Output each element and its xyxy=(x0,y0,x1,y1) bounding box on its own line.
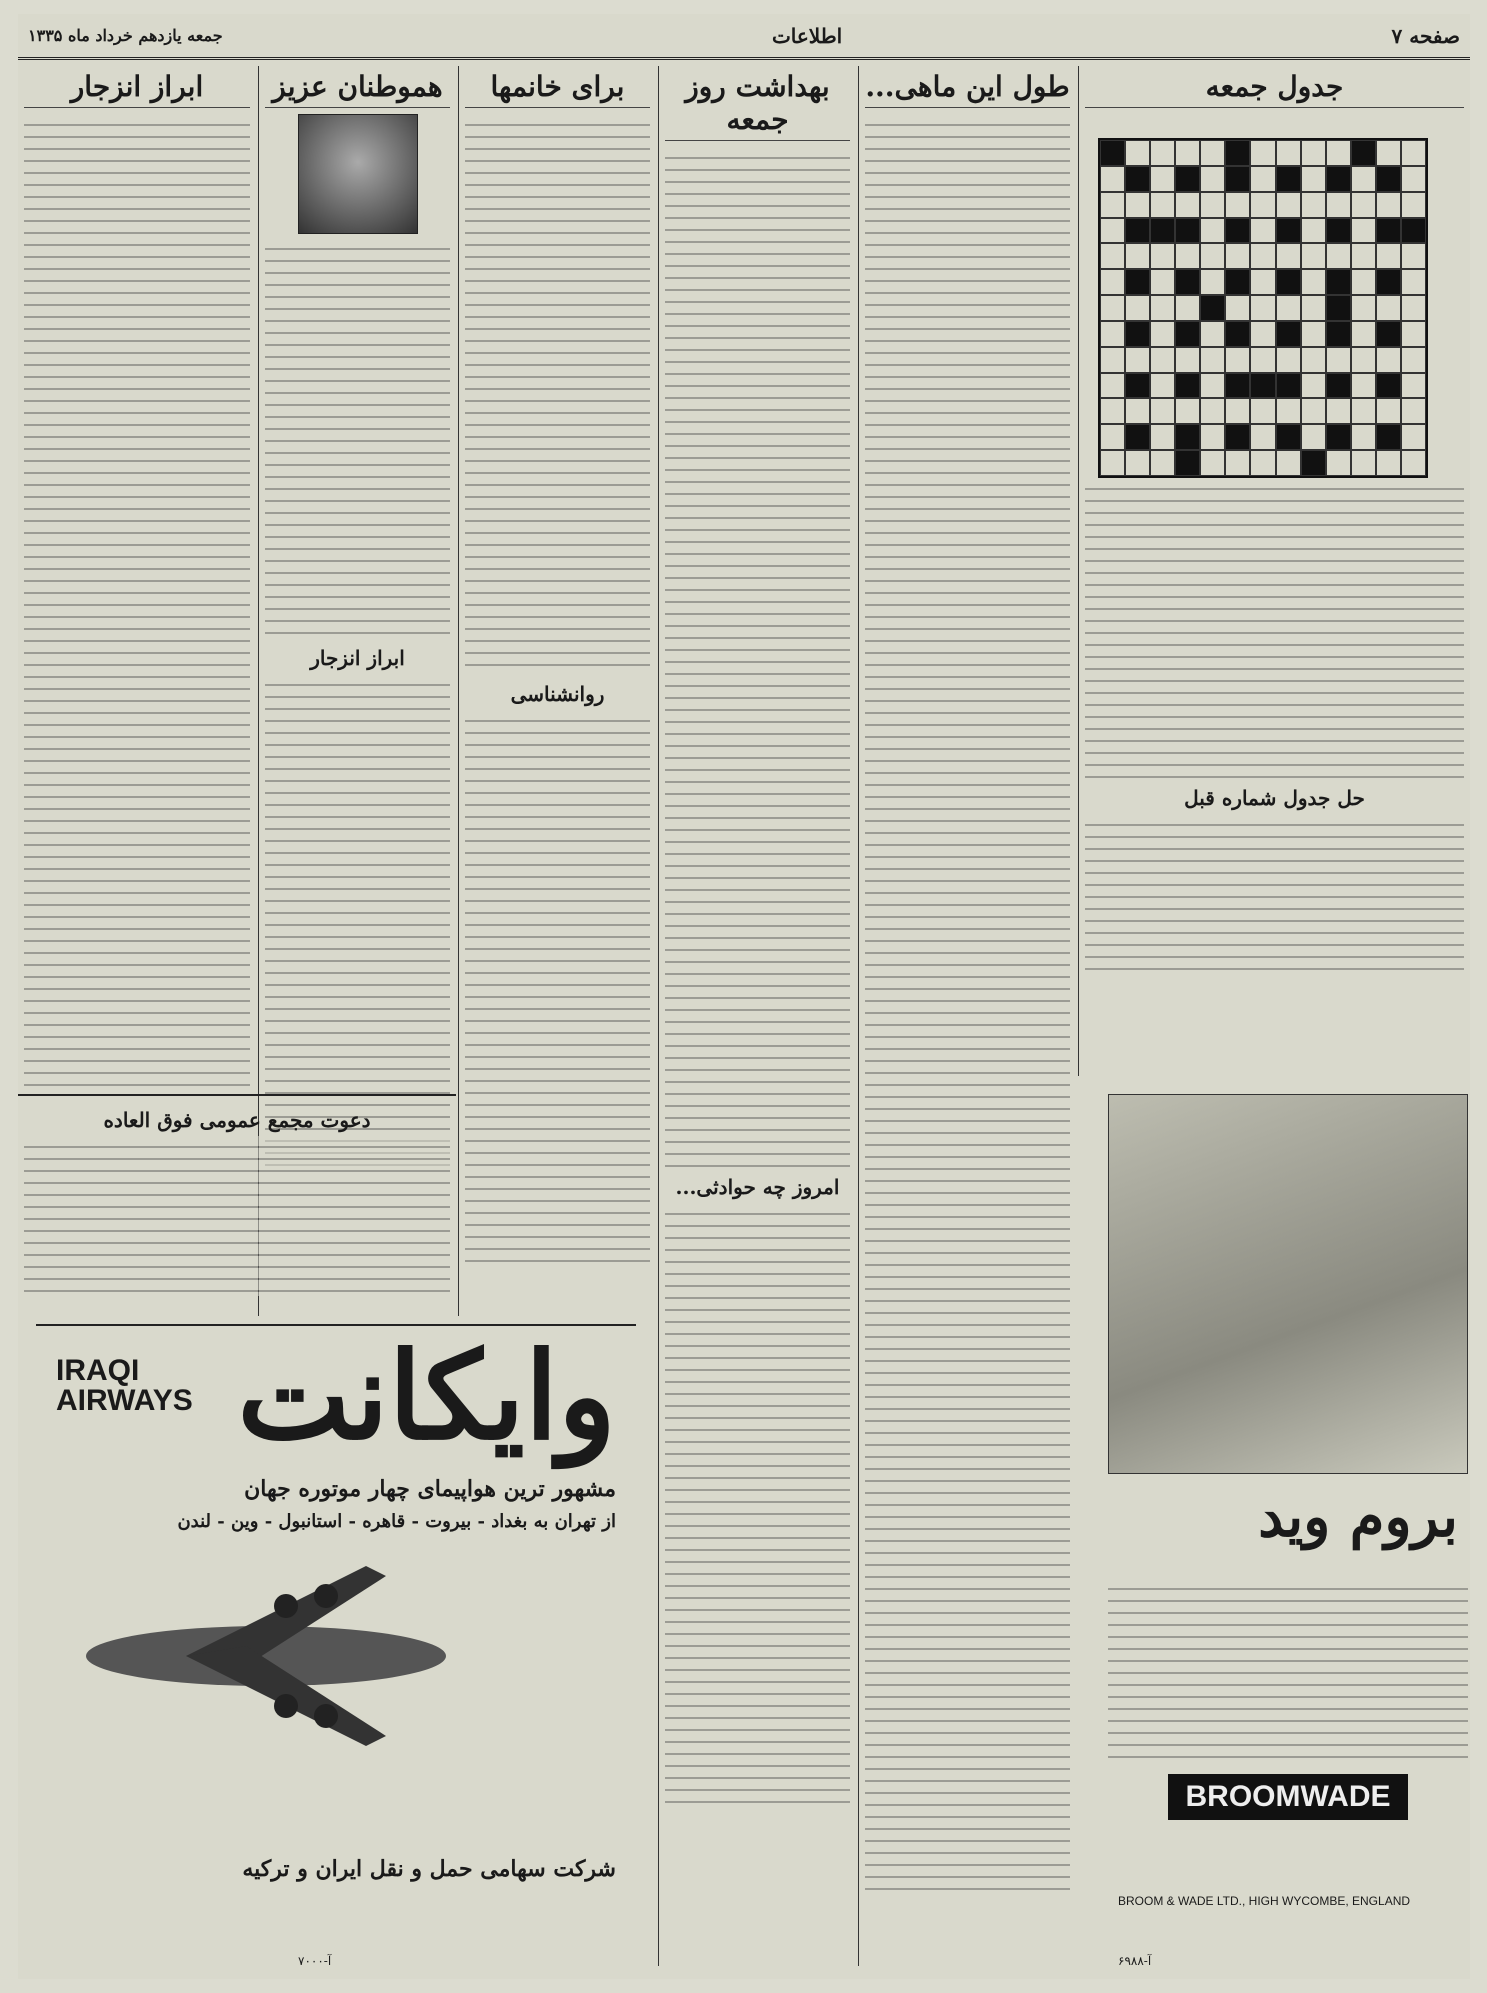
compatriots-title: هموطنان عزیز xyxy=(265,70,450,108)
crossword-cell xyxy=(1175,166,1200,192)
crossword-cell xyxy=(1150,243,1175,269)
crossword-cell xyxy=(1150,269,1175,295)
crossword-cell xyxy=(1125,218,1150,244)
crossword-cell xyxy=(1401,398,1426,424)
whale-body xyxy=(865,114,1070,1894)
crossword-cell xyxy=(1200,269,1225,295)
crossword-cell xyxy=(1125,450,1150,476)
crossword-cell xyxy=(1301,166,1326,192)
crossword-cell xyxy=(1200,398,1225,424)
crossword-cell xyxy=(1401,192,1426,218)
crossword-cell xyxy=(1125,424,1150,450)
crossword-cell xyxy=(1125,321,1150,347)
women-column xyxy=(458,66,656,1316)
crossword-cell xyxy=(1175,373,1200,399)
crossword-cell xyxy=(1326,424,1351,450)
today-events-body xyxy=(665,1203,850,1803)
crossword-cell xyxy=(1326,295,1351,321)
crossword-cell xyxy=(1351,166,1376,192)
crossword-cell xyxy=(1250,243,1275,269)
crossword-cell xyxy=(1376,218,1401,244)
broomwade-logo: BROOMWADE xyxy=(1168,1774,1408,1820)
crossword-cell xyxy=(1175,424,1200,450)
crossword-cell xyxy=(1125,347,1150,373)
gratitude-title-2: ابراز انزجار xyxy=(310,646,405,670)
crossword-cell xyxy=(1376,347,1401,373)
women-body xyxy=(465,114,650,674)
crossword-cell xyxy=(1250,166,1275,192)
crossword-cell xyxy=(1276,295,1301,321)
crossword-cell xyxy=(1326,347,1351,373)
crossword-cell xyxy=(1401,218,1426,244)
meeting-title: دعوت مجمع عمومی فوق العاده xyxy=(103,1108,371,1132)
crossword-cell xyxy=(1326,166,1351,192)
crossword-cell xyxy=(1125,192,1150,218)
crossword-cell xyxy=(1125,295,1150,321)
solution-text xyxy=(1085,814,1464,974)
crossword-cell xyxy=(1175,192,1200,218)
crossword-cell xyxy=(1250,321,1275,347)
crossword-cell xyxy=(1401,243,1426,269)
crossword-cell xyxy=(1376,243,1401,269)
page-number: صفحه ۷ xyxy=(1391,23,1460,48)
crossword-cell xyxy=(1326,243,1351,269)
crossword-cell xyxy=(1276,218,1301,244)
crossword-cell xyxy=(1376,321,1401,347)
crossword-cell xyxy=(1250,269,1275,295)
iraqi-latin-2: AIRWAYS xyxy=(56,1384,193,1417)
crossword-cell xyxy=(1401,295,1426,321)
issue-date: جمعه یازدهم خرداد ماه ۱۳۳۵ xyxy=(28,26,223,45)
crossword-cell xyxy=(1401,347,1426,373)
iraqi-brand: وایکانت xyxy=(237,1326,616,1467)
portrait-photo xyxy=(298,114,418,234)
crossword-cell xyxy=(1351,398,1376,424)
airplane-illustration xyxy=(66,1526,466,1786)
crossword-cell xyxy=(1376,192,1401,218)
crossword-cell xyxy=(1100,450,1125,476)
crossword-cell xyxy=(1100,218,1125,244)
crossword-cell xyxy=(1100,166,1125,192)
crossword-cell xyxy=(1326,140,1351,166)
crossword-cell xyxy=(1200,321,1225,347)
crossword-cell xyxy=(1175,450,1200,476)
crossword-cell xyxy=(1351,269,1376,295)
whale-column xyxy=(858,66,1076,1966)
jackhammer-illustration xyxy=(1108,1094,1468,1474)
crossword-cell xyxy=(1225,321,1250,347)
health-column xyxy=(658,66,856,1966)
crossword-cell xyxy=(1401,321,1426,347)
crossword-cell xyxy=(1200,295,1225,321)
crossword-cell xyxy=(1100,424,1125,450)
crossword-cell xyxy=(1150,347,1175,373)
crossword-cell xyxy=(1125,140,1150,166)
crossword-cell xyxy=(1200,140,1225,166)
crossword-cell xyxy=(1250,140,1275,166)
crossword-cell xyxy=(1301,192,1326,218)
crossword-cell xyxy=(1376,295,1401,321)
crossword-cell xyxy=(1250,373,1275,399)
crossword-cell xyxy=(1200,166,1225,192)
crossword-cell xyxy=(1200,373,1225,399)
crossword-cell xyxy=(1376,269,1401,295)
crossword-cell xyxy=(1276,166,1301,192)
crossword-cell xyxy=(1100,140,1125,166)
crossword-cell xyxy=(1225,373,1250,399)
crossword-cell xyxy=(1225,347,1250,373)
crossword-cell xyxy=(1175,140,1200,166)
crossword-cell xyxy=(1301,269,1326,295)
crossword-cell xyxy=(1301,243,1326,269)
broom-ad-code: آ-۶۹۸۸ xyxy=(1118,1954,1152,1968)
crossword-cell xyxy=(1250,347,1275,373)
crossword-cell xyxy=(1100,269,1125,295)
iraqi-company: شرکت سهامی حمل و نقل ایران و ترکیه xyxy=(242,1856,616,1882)
gratitude-body xyxy=(24,114,250,1094)
crossword-cell xyxy=(1100,243,1125,269)
crossword-cell xyxy=(1326,218,1351,244)
crossword-cell xyxy=(1326,269,1351,295)
iraqi-tagline: مشهور ترین هواپیمای چهار موتوره جهان xyxy=(244,1476,616,1502)
crossword-cell xyxy=(1150,218,1175,244)
crossword-cell xyxy=(1401,450,1426,476)
crossword-cell xyxy=(1250,398,1275,424)
today-events-title: امروز چه حوادثی... xyxy=(675,1175,840,1199)
health-title: بهداشت روز جمعه xyxy=(665,70,850,141)
crossword-cell xyxy=(1276,140,1301,166)
crossword-cell xyxy=(1301,295,1326,321)
iraqi-latin xyxy=(56,1356,193,1416)
crossword-cell xyxy=(1276,321,1301,347)
meeting-notice xyxy=(18,1094,456,1314)
crossword-cell xyxy=(1326,373,1351,399)
crossword-cell xyxy=(1276,243,1301,269)
crossword-cell xyxy=(1351,140,1376,166)
crossword-cell xyxy=(1225,295,1250,321)
crossword-cell xyxy=(1200,218,1225,244)
whale-title: طول این ماهی... xyxy=(865,70,1070,108)
iraqi-airways-ad xyxy=(36,1324,636,1964)
gratitude-title: ابراز انزجار xyxy=(24,70,250,108)
crossword-cell xyxy=(1351,424,1376,450)
crossword-cell xyxy=(1225,166,1250,192)
crossword-cell xyxy=(1250,450,1275,476)
crossword-cell xyxy=(1301,140,1326,166)
crossword-cell xyxy=(1276,424,1301,450)
crossword-cell xyxy=(1225,424,1250,450)
crossword-cell xyxy=(1376,140,1401,166)
crossword-cell xyxy=(1175,295,1200,321)
broom-body xyxy=(1108,1578,1468,1758)
crossword-cell xyxy=(1376,373,1401,399)
iraqi-ad-code: آ-۷۰۰۰ xyxy=(298,1954,332,1968)
crossword-title: جدول جمعه xyxy=(1085,70,1464,108)
crossword-cell xyxy=(1225,269,1250,295)
crossword-cell xyxy=(1175,398,1200,424)
crossword-cell xyxy=(1351,373,1376,399)
paper-name: اطلاعات xyxy=(771,23,843,48)
crossword-cell xyxy=(1376,166,1401,192)
crossword-cell xyxy=(1200,450,1225,476)
crossword-cell xyxy=(1276,373,1301,399)
iraqi-latin-1: IRAQI xyxy=(56,1354,140,1387)
crossword-cell xyxy=(1376,424,1401,450)
crossword-cell xyxy=(1125,243,1150,269)
crossword-cell xyxy=(1326,321,1351,347)
crossword-cell xyxy=(1225,398,1250,424)
crossword-cell xyxy=(1175,243,1200,269)
crossword-cell xyxy=(1225,243,1250,269)
crossword-cell xyxy=(1100,373,1125,399)
crossword-cell xyxy=(1250,218,1275,244)
broom-wade-ad xyxy=(1108,1094,1468,1964)
crossword-cell xyxy=(1125,269,1150,295)
crossword-cell xyxy=(1276,450,1301,476)
crossword-cell xyxy=(1351,295,1376,321)
crossword-cell xyxy=(1401,166,1426,192)
crossword-cell xyxy=(1175,269,1200,295)
solution-title: حل جدول شماره قبل xyxy=(1184,786,1365,810)
crossword-cell xyxy=(1225,450,1250,476)
compatriots-body xyxy=(265,238,450,638)
crossword-cell xyxy=(1200,424,1225,450)
crossword-cell xyxy=(1150,373,1175,399)
crossword-cell xyxy=(1150,398,1175,424)
crossword-cell xyxy=(1125,373,1150,399)
newspaper-page xyxy=(18,14,1470,1979)
crossword-cell xyxy=(1225,140,1250,166)
crossword-cell xyxy=(1200,192,1225,218)
crossword-cell xyxy=(1401,424,1426,450)
crossword-cell xyxy=(1276,269,1301,295)
crossword-cell xyxy=(1351,192,1376,218)
women-title: برای خانمها xyxy=(465,70,650,108)
crossword-cell xyxy=(1326,450,1351,476)
crossword-cell xyxy=(1401,373,1426,399)
crossword-cell xyxy=(1301,347,1326,373)
crossword-cell xyxy=(1175,347,1200,373)
crossword-grid-wrap xyxy=(1098,114,1428,484)
crossword-cell xyxy=(1150,140,1175,166)
crossword-cell xyxy=(1225,192,1250,218)
crossword-cell xyxy=(1175,321,1200,347)
iraqi-route: از تهران به بغداد - بیروت - قاهره - استانبول - وین - لندن xyxy=(177,1511,616,1532)
crossword-cell xyxy=(1376,398,1401,424)
crossword-cell xyxy=(1200,347,1225,373)
crossword-clues xyxy=(1085,478,1464,778)
crossword-cell xyxy=(1150,424,1175,450)
crossword-cell xyxy=(1401,269,1426,295)
crossword-cell xyxy=(1125,398,1150,424)
crossword-cell xyxy=(1301,450,1326,476)
psychology-body xyxy=(465,710,650,1270)
crossword-cell xyxy=(1250,192,1275,218)
crossword-cell xyxy=(1326,192,1351,218)
crossword-cell xyxy=(1376,450,1401,476)
crossword-cell xyxy=(1175,218,1200,244)
crossword-cell xyxy=(1200,243,1225,269)
crossword-cell xyxy=(1301,373,1326,399)
crossword-cell xyxy=(1301,424,1326,450)
health-body xyxy=(665,147,850,1167)
crossword-cell xyxy=(1100,295,1125,321)
crossword-cell xyxy=(1150,321,1175,347)
meeting-body xyxy=(24,1136,450,1296)
crossword-cell xyxy=(1100,321,1125,347)
crossword-cell xyxy=(1150,450,1175,476)
crossword-cell xyxy=(1326,398,1351,424)
crossword-cell xyxy=(1225,218,1250,244)
crossword-cell xyxy=(1250,424,1275,450)
broom-title: بروم وید xyxy=(1258,1484,1458,1550)
crossword-cell xyxy=(1301,321,1326,347)
crossword-cell xyxy=(1276,347,1301,373)
crossword-cell xyxy=(1351,243,1376,269)
crossword-cell xyxy=(1351,218,1376,244)
crossword-cell xyxy=(1351,321,1376,347)
crossword-cell xyxy=(1276,398,1301,424)
crossword-grid xyxy=(1098,138,1428,478)
broom-en-address: BROOM & WADE LTD., HIGH WYCOMBE, ENGLAND xyxy=(1118,1894,1411,1908)
crossword-cell xyxy=(1401,140,1426,166)
crossword-cell xyxy=(1150,166,1175,192)
crossword-cell xyxy=(1301,398,1326,424)
crossword-cell xyxy=(1150,192,1175,218)
crossword-cell xyxy=(1125,166,1150,192)
crossword-cell xyxy=(1150,295,1175,321)
crossword-cell xyxy=(1276,192,1301,218)
crossword-cell xyxy=(1100,192,1125,218)
masthead xyxy=(18,14,1470,60)
crossword-cell xyxy=(1351,450,1376,476)
crossword-cell xyxy=(1100,398,1125,424)
crossword-cell xyxy=(1100,347,1125,373)
crossword-cell xyxy=(1351,347,1376,373)
crossword-cell xyxy=(1301,218,1326,244)
psychology-title: روانشناسی xyxy=(510,682,605,706)
crossword-cell xyxy=(1250,295,1275,321)
